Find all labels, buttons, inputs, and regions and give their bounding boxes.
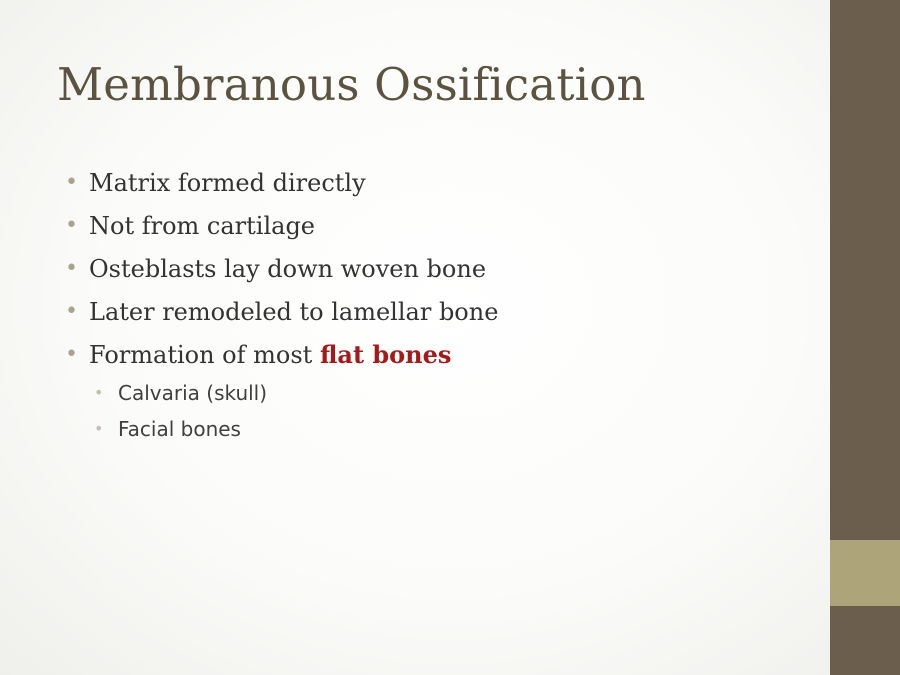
- sub-bullet-item: [94, 377, 267, 413]
- bullet-item: [63, 250, 498, 293]
- bullet-dot-icon: •: [65, 342, 78, 367]
- bullet-dot-icon: •: [65, 213, 78, 238]
- bullet-dot-icon: •: [65, 256, 78, 281]
- bullet-text: Formation of most: [89, 341, 320, 369]
- sub-bullet-dot-icon: •: [94, 383, 104, 402]
- bullet-text: Later remodeled to lamellar bone: [89, 298, 499, 326]
- bullet-dot-icon: •: [65, 170, 78, 195]
- sub-bullet-item: [94, 413, 267, 449]
- bullet-text: Matrix formed directly: [89, 169, 366, 197]
- bullet-dot-icon: •: [65, 299, 78, 324]
- bullet-item: [63, 336, 498, 379]
- bullet-text: Osteblasts lay down woven bone: [89, 255, 487, 283]
- bullet-item: [63, 293, 498, 336]
- sub-bullet-text: Facial bones: [118, 417, 241, 441]
- sub-bullet-dot-icon: •: [94, 419, 104, 438]
- sub-bullet-text: Calvaria (skull): [118, 381, 268, 405]
- sidebar-accent-block: [830, 540, 900, 606]
- slide-title: Membranous Ossification: [57, 58, 646, 111]
- bullet-item: [63, 164, 498, 207]
- emphasized-text: flat bones: [319, 340, 452, 369]
- sub-bullet-list: [94, 377, 267, 449]
- bullet-item: [63, 207, 498, 250]
- bullet-text: Not from cartilage: [89, 212, 316, 240]
- bullet-list: [63, 164, 498, 379]
